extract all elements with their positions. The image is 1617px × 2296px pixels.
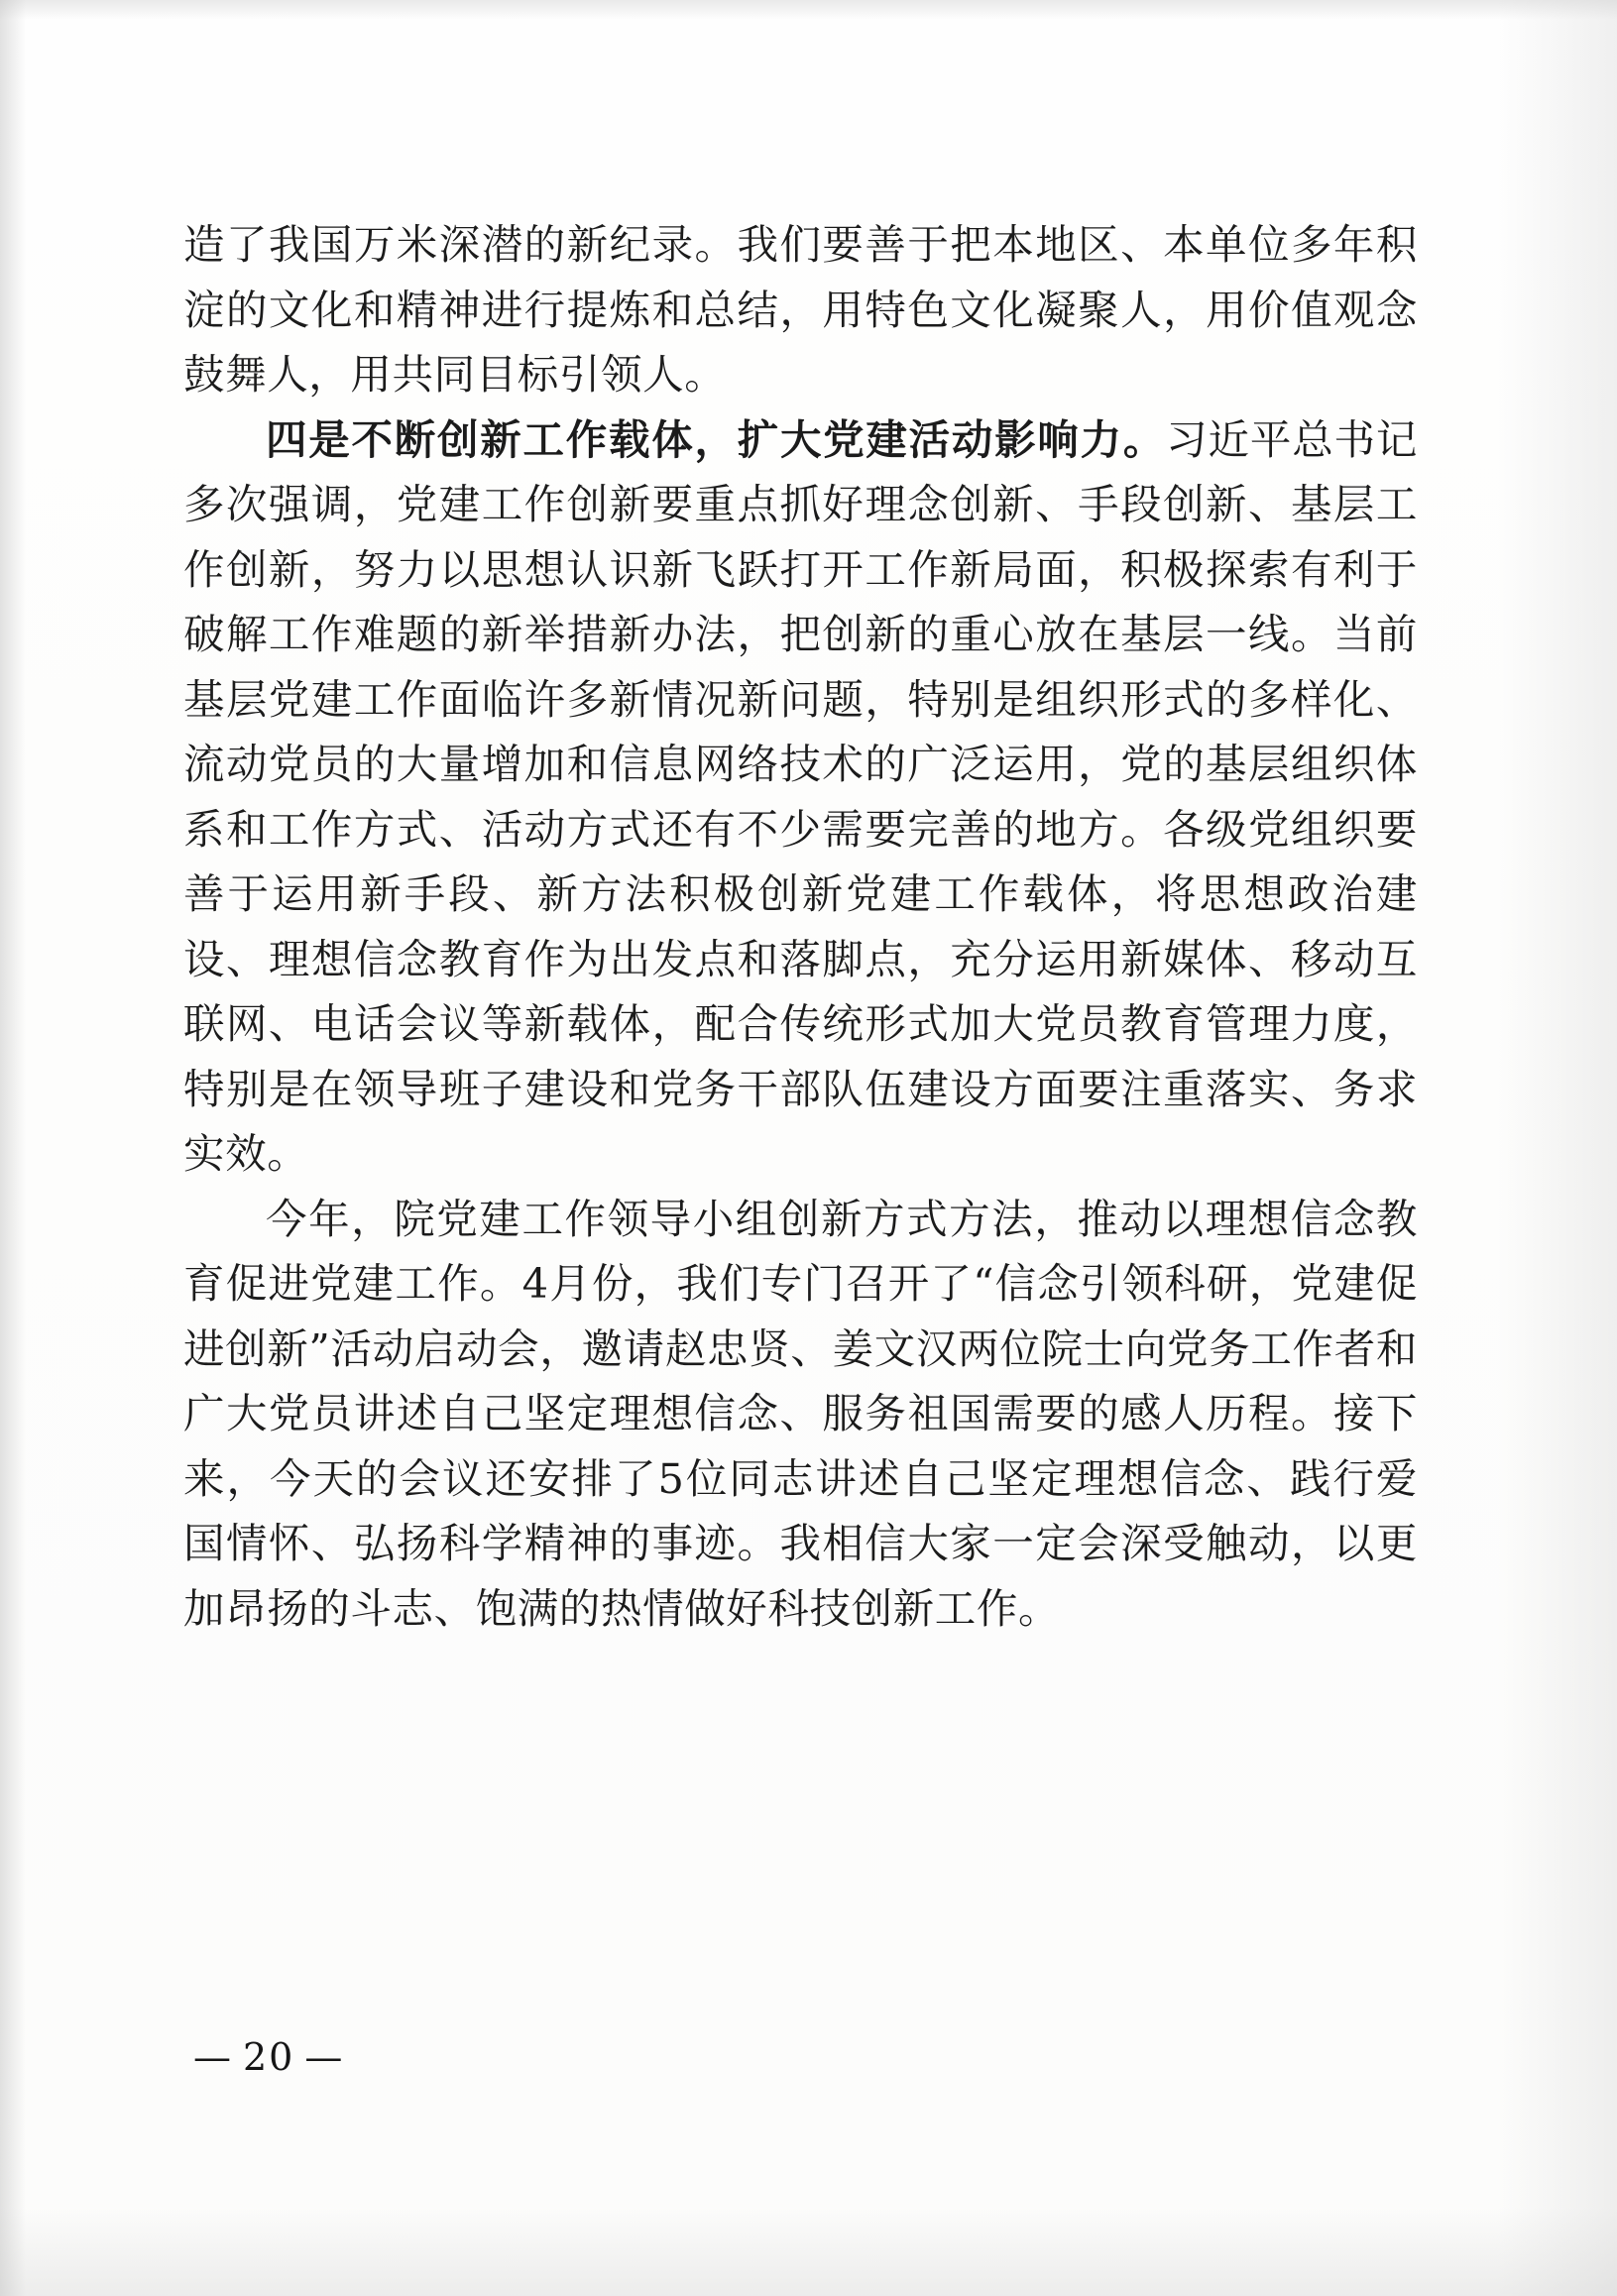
paragraph-point-four-body: 习近平总书记多次强调，党建工作创新要重点抓好理念创新、手段创新、基层工作创新，努力以思想认识新飞跃打开工作新局面，积极探索有利于破解工作难题的新举措新办法，把创新的重心放在基层一线。当前基层党建工作面临许多新情况新问题，特别是组织形式的多样化、流动党员的大量增加和信息网络技术的广泛运用，党的基层组织体系和工作方式、活动方式还有不少需要完善的地方。各级党组织要善于运用新手段、新方法积极创新党建工作载体，将思想政治建设、理想信念教育作为出发点和落脚点，充分运用新媒体、移动互联网、电话会议等新载体，配合传统形式加大党员教育管理力度，特别是在领导班子建设和党务干部队伍建设方面要注重落实、务求实效。 (183, 414, 1418, 1178)
page-body-text (183, 212, 1418, 1641)
paragraph-point-four-bold-lead: 四是不断创新工作载体，扩大党建活动影响力。 (266, 414, 1167, 464)
paragraph-point-four (183, 407, 1418, 1187)
page-number-value: 20 (243, 2035, 295, 2079)
paragraph-continued-culture: 造了我国万米深潜的新纪录。我们要善于把本地区、本单位多年积淀的文化和精神进行提炼和总结，用特色文化凝聚人，用价值观念鼓舞人，用共同目标引领人。 (183, 220, 1418, 399)
paragraph-this-year: 今年，院党建工作领导小组创新方式方法，推动以理想信念教育促进党建工作。4月份，我们专门召开了“信念引领科研，党建促进创新”活动启动会，邀请赵忠贤、姜文汉两位院士向党务工作者和广大党员讲述自己坚定理想信念、服务祖国需要的感人历程。接下来，今天的会议还安排了5位同志讲述自己坚定理想信念、践行爱国情怀、弘扬科学精神的事迹。我相信大家一定会深受触动，以更加昂扬的斗志、饱满的热情做好科技创新工作。 (183, 1194, 1418, 1633)
scan-edge-shading-right (1498, 0, 1617, 2296)
page-number-dash-left: — (193, 2035, 233, 2079)
page-number-dash-right: — (304, 2035, 345, 2079)
scan-edge-shading-top (0, 0, 1617, 20)
scan-edge-shading-left (0, 0, 26, 2296)
page-number-footer (183, 2035, 354, 2079)
scan-edge-shading-bottom (0, 2207, 1617, 2296)
